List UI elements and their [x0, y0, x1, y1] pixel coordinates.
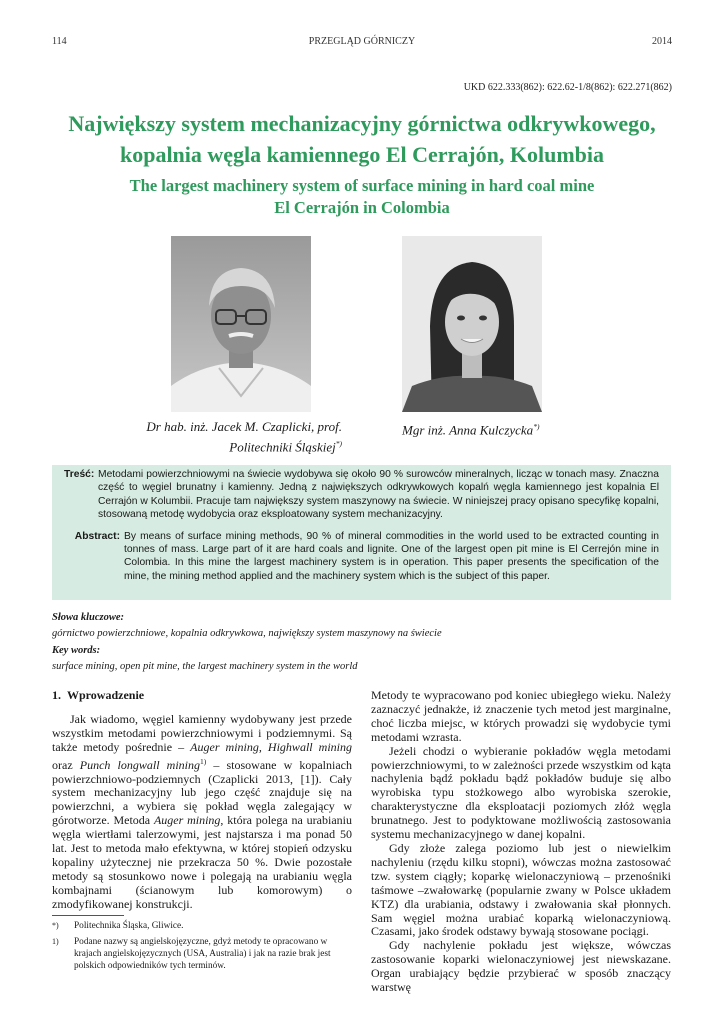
footnote-1: 1) Podane nazwy są angielskojęzyczne, gdyż metody te opracowano w krajach angielskojęzycznych (USA, Australia) i jak na razie brak jest polskich odpowiedników tych terminów.: [52, 937, 331, 971]
author-kulczycka-mark: *): [533, 422, 540, 431]
title-polish-line-2: kopalnia węgla kamiennego El Cerrajón, Kolumbia: [119, 142, 605, 167]
tresc-row: [64, 468, 659, 522]
keywords-en-label: Key words:: [52, 645, 101, 656]
tresc-text: Metodami powierzchniowymi na świecie wydobywa się około 90 % surowców mineralnych, licząc w tonach masy. Znaczna część to węgiel brunatny i kamienny. Jedną z największych odkrywkowych kopalń węgla kamiennego jest kopalnia El Cerrajón w Kolumbii. Pracuje tam największy system maszynowy na świecie. W niniejszej pracy opisano specyfikę kopalni, stosowaną metodę wydobycia oraz eksploatowany system mechanizacyjny.: [98, 469, 659, 521]
author-czaplicki: [120, 418, 342, 455]
body-column-right: [371, 689, 671, 995]
paragraph-continued: Metody te wypracowano pod koniec ubiegłego wieku. Należy zaznaczyć jednakże, iż znaczenie tych metod jest marginalne, choć liczba miejsc, w których prowadzi się wydobycie tymi metodami wzrasta.: [371, 688, 671, 744]
abstract-text: By means of surface mining methods, 90 % of mineral commodities in the world used to be extracted counting in tonnes of mass. Large part of it are hard coals and lignite. One of the largest open pit mine is El Cerrejón mine in Colombia. In this mine the largest machinery system is in operation. This paper presents the specification of the mine, the mining method applied and the machinery system which is the subject of this paper.: [124, 530, 659, 582]
author-photo-kulczycka: [402, 236, 542, 412]
abstract-box: [52, 465, 671, 600]
paragraph-continuous-system: Gdy złoże zalega poziomo lub jest o niewielkim nachyleniu (rzędu kilku stopni), wówczas można zastosować tzw. system ciągły; koparkę wielonaczyniową – przenośniki taśmowe –zwałowarkę (popularnie zwany w Polsce układem KTZ) dla urabiania, odstawy i zwałowania skał płonnych. Sam węgiel można urabiać koparką wielonaczyniową. Czasami, jako środek odstawy bywają stosowane pociągi.: [371, 840, 671, 939]
ukd-classification: UKD 622.333(862): 622.62-1/8(862): 622.271(862): [463, 82, 672, 93]
publication-year: 2014: [652, 36, 672, 47]
keywords-en-text: surface mining, open pit mine, the largest machinery system in the world: [52, 661, 358, 672]
paragraph-surface-methods: Jeżeli chodzi o wybieranie pokładów węgla metodami powierzchniowymi, to w zależności przede wszystkim od kąta nachylenia bądź pokładu bądź pokładów buduje się albo wyrobiska typu stożkowego albo wyrobiska szerokie, charakterystyczne dla eksploatacji poziomych złóż węgla brunatnego. Jest to podyktowane możliwością zastosowania systemu mechanizacyjnego w danej kopalni.: [371, 743, 671, 842]
title-polish-line-1: Największy system mechanizacyjny górnictwa odkrywkowego,: [68, 111, 656, 136]
author-czaplicki-affiliation: Politechniki Śląskiej*): [229, 439, 342, 455]
author-czaplicki-mark: *): [335, 439, 342, 448]
body-column-left: [52, 689, 352, 912]
abstract-label: Abstract:: [74, 530, 120, 542]
author-czaplicki-name: Dr hab. inż. Jacek M. Czaplicki, prof.: [146, 419, 342, 434]
title-english-line-1: The largest machinery system of surface mining in hard coal mine: [129, 176, 595, 195]
author-kulczycka: Mgr inż. Anna Kulczycka*): [402, 422, 540, 438]
keywords-pl-text: górnictwo powierzchniowe, kopalnia odkrywkowa, największy system maszynowy na świecie: [52, 628, 442, 639]
title-polish: [40, 108, 684, 170]
paragraph-inclined-seam: Gdy nachylenie pokładu jest większe, wówczas zastosowanie koparki wielonaczyniowej jest niewskazane. Organ urabiający będzie przybierać w sposób znaczący warstwę: [371, 938, 671, 995]
page-number: 114: [52, 36, 67, 47]
paragraph-intro: Jak wiadomo, węgiel kamienny wydobywany jest przede wszystkim metodami powierzchniowymi i podziemnymi. Są także metody pośrednie – Auger mining, Highwall mining oraz Punch longwall mining$^{1)}$ – stosowane w kopalniach powierzchniowo-podziemnych (Czaplicki 2013, [1]). Cały system mechanizacyjny lub jego część znajduje się na powierzchni, a wybiera się pokład węgla zalegający w górotworze. Metoda Auger mining, która polega na urabianiu węgla wiertłami talerzowymi, jest najstarsza i ma ponad 50 lat. Jest to metoda mało efektywna, w której stopień odzysku kopaliny użytecznej nie przekracza 50 %. Dwie pozostałe metody są stosunkowo nowe i polegają na urabianiu węgla kombajnami (ścianowym lub komorowym) o zmodyfikowanej konstrukcji.: [52, 711, 353, 911]
keywords-pl-label: Słowa kluczowe:: [52, 612, 125, 623]
author-photo-czaplicki: [171, 236, 311, 412]
title-english-line-2: El Cerrajón in Colombia: [274, 198, 450, 217]
journal-name: PRZEGLĄD GÓRNICZY: [308, 36, 416, 47]
footnote-rule: [52, 915, 124, 916]
section-heading: 1. Wprowadzenie: [52, 688, 145, 702]
tresc-label: Treść:: [64, 469, 95, 480]
footnote-affiliation: *) Politechnika Śląska, Gliwice.: [52, 921, 184, 931]
abstract-row: [64, 530, 659, 584]
title-english: [40, 175, 684, 219]
